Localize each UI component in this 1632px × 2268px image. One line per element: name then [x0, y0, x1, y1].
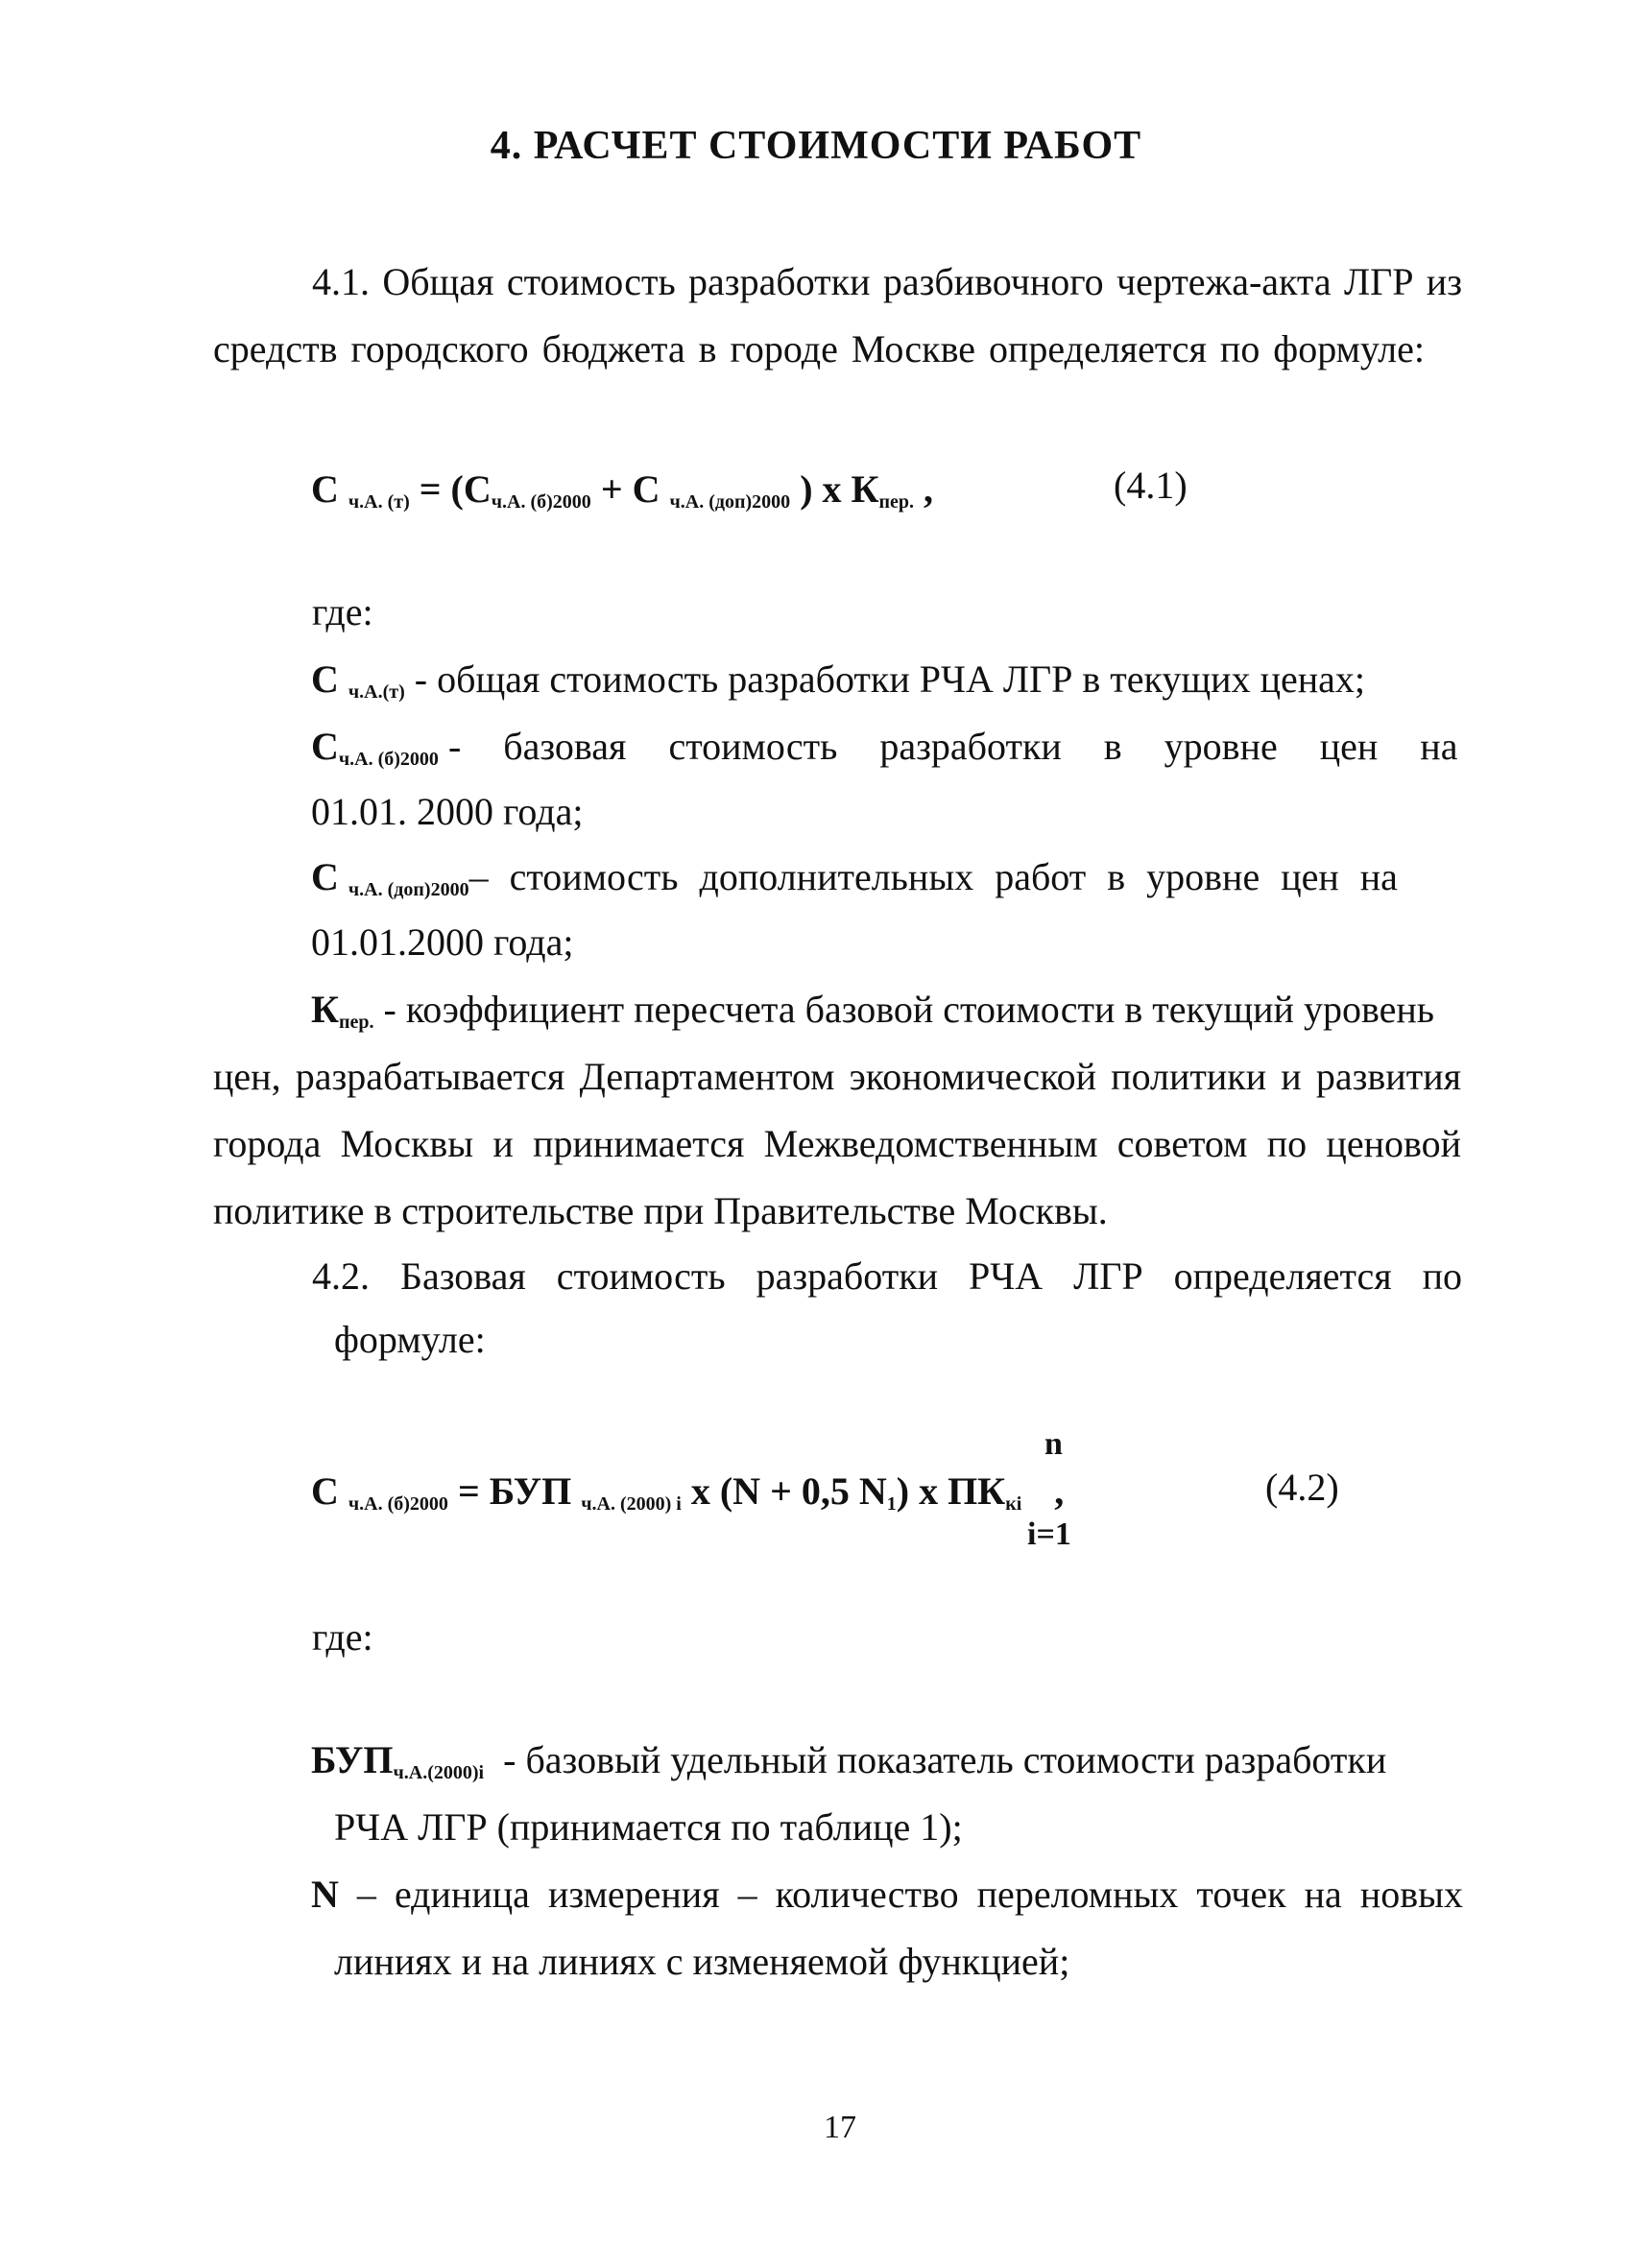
- definition-base-unit-indicator-continued: РЧА ЛГР (принимается по таблице 1);: [334, 1805, 963, 1849]
- definition-text: – стоимость дополнительных работ в уровне цен на: [468, 855, 1398, 898]
- page-number: 17: [824, 2110, 856, 2145]
- definition-current-cost: [311, 657, 1365, 703]
- formula-comma: ,: [1054, 1469, 1065, 1513]
- paragraph-4-1-line-1: 4.1. Общая стоимость разработки разбивочного чертежа-акта ЛГР из: [312, 260, 1462, 303]
- formula-4-2-number: (4.2): [1265, 1466, 1339, 1509]
- definition-text: - базовая стоимость разработки в уровне цен на: [447, 725, 1458, 768]
- definition-extra-cost: [311, 855, 1398, 900]
- definition-base-cost-continued: 01.01. 2000 года;: [311, 790, 584, 833]
- definition-subscript: ч.А.(2000)i: [393, 1762, 485, 1783]
- definition-symbol: С: [311, 657, 339, 701]
- formula-subscript: ч.А. (б)2000: [348, 1493, 448, 1515]
- formula-4-1-number: (4.1): [1114, 464, 1188, 507]
- where-label-2: где:: [312, 1615, 373, 1659]
- definition-subscript: пер.: [339, 1012, 374, 1033]
- definition-coefficient: [311, 988, 1435, 1033]
- formula-subscript: пер.: [878, 491, 915, 513]
- definition-subscript: ч.А. (доп)2000: [348, 879, 469, 900]
- definition-base-unit-indicator: [311, 1738, 1463, 1783]
- definition-unit-of-measure: [311, 1875, 1463, 1914]
- formula-subscript: кi: [1005, 1493, 1022, 1515]
- formula-subscript: ч.А. (доп)2000: [669, 491, 791, 513]
- formula-subscript: ч.А. (т): [348, 491, 410, 513]
- definition-subscript: ч.А. (б)2000: [338, 749, 439, 770]
- definition-coefficient-line-4: политике в строительстве при Правительстве Москвы.: [213, 1189, 1108, 1232]
- formula-comma: ,: [924, 467, 934, 511]
- definition-text: – единица измерения – количество переломных точек на новых: [356, 1873, 1464, 1916]
- formula-operator: + С: [600, 467, 660, 511]
- definition-symbol: С: [311, 855, 339, 898]
- formula-operator: ) х ПК: [896, 1469, 1006, 1513]
- formula-subscript: ч.А. (б)2000: [491, 491, 591, 513]
- formula-subscript: 1: [886, 1493, 897, 1515]
- formula-operator: = (С: [419, 467, 492, 511]
- definition-symbol: N: [311, 1873, 339, 1916]
- section-title: 4. РАСЧЕТ СТОИМОСТИ РАБОТ: [490, 124, 1142, 168]
- formula-operator: ) х К: [800, 467, 879, 511]
- formula-operator: х (N + 0,5 N: [690, 1469, 887, 1513]
- definition-base-cost: [311, 725, 1463, 770]
- where-label-1: где:: [312, 590, 373, 633]
- definition-subscript: ч.А.(т): [348, 681, 405, 703]
- formula-symbol: С: [311, 467, 339, 511]
- formula-operator: = БУП: [457, 1469, 572, 1513]
- definition-symbol: К: [311, 988, 340, 1031]
- formula-subscript: ч.А. (2000) i: [581, 1493, 682, 1515]
- definition-symbol: С: [311, 725, 339, 768]
- definition-symbol: БУП: [311, 1738, 394, 1781]
- paragraph-4-2-line-2: формуле:: [334, 1318, 486, 1361]
- summation-upper-limit: n: [1044, 1426, 1063, 1462]
- definition-extra-cost-continued: 01.01.2000 года;: [311, 920, 574, 964]
- definition-coefficient-line-3: города Москвы и принимается Межведомственным советом по ценовой: [213, 1122, 1461, 1165]
- definition-unit-of-measure-continued: линиях и на линиях с изменяемой функцией;: [334, 1940, 1070, 1983]
- formula-4-2: [311, 1468, 1064, 1516]
- definition-text: - коэффициент пересчета базовой стоимости в текущий уровень: [383, 988, 1435, 1031]
- definition-text: - общая стоимость разработки РЧА ЛГР в текущих ценах;: [414, 657, 1365, 701]
- formula-4-1: [311, 466, 933, 513]
- paragraph-4-1-line-2: средств городского бюджета в городе Москве определяется по формуле:: [213, 327, 1425, 370]
- paragraph-4-2-line-1: 4.2. Базовая стоимость разработки РЧА ЛГР определяется по: [312, 1254, 1462, 1298]
- formula-symbol: С: [311, 1469, 339, 1513]
- definition-text: - базовый удельный показатель стоимости разработки: [503, 1738, 1387, 1781]
- definition-coefficient-line-2: цен, разрабатывается Департаментом экономической политики и развития: [213, 1055, 1461, 1098]
- summation-lower-limit: i=1: [1027, 1516, 1071, 1552]
